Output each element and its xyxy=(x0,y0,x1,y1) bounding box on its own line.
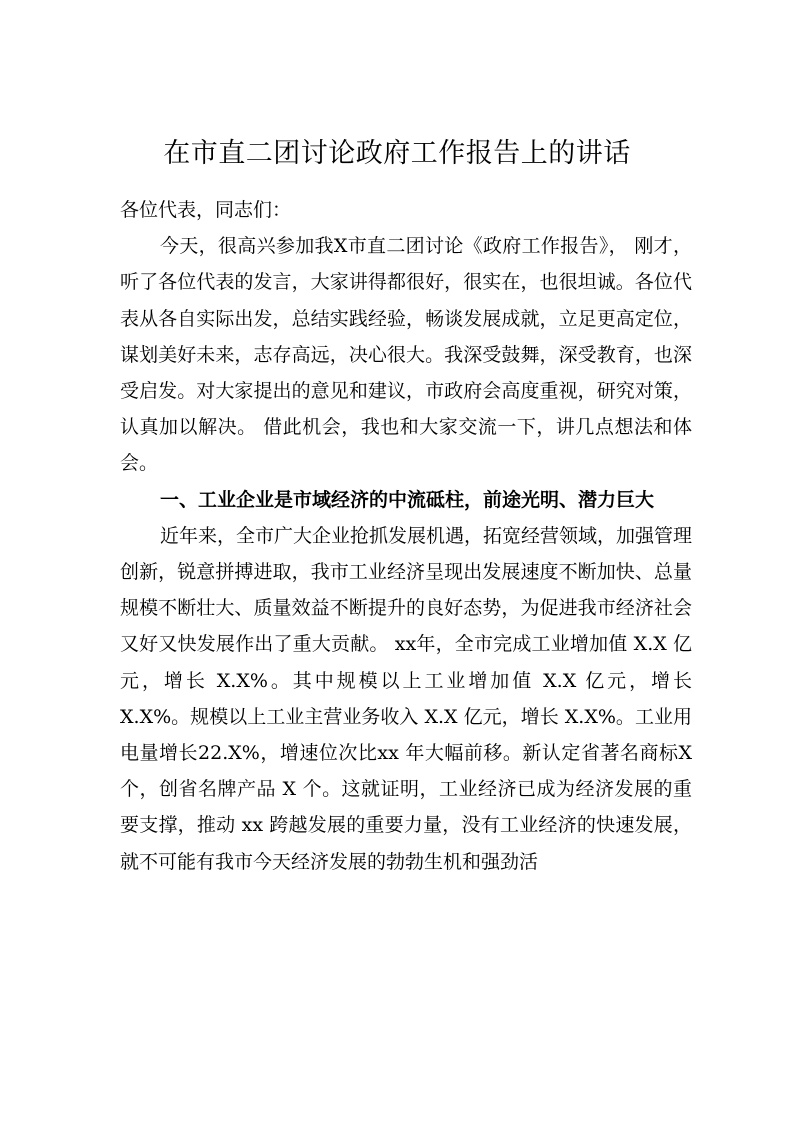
document-title: 在市直二团讨论政府工作报告上的讲话 xyxy=(163,138,631,169)
salutation: 各位代表，同志们： xyxy=(120,199,292,221)
section-heading-1: 一、工业企业是市域经济的中流砥柱，前途光明、潜力巨大 xyxy=(160,488,655,511)
paragraph-opening: 今天，很高兴参加我X市直二团讨论《政府工作报告》， 刚才，听了各位代表的发言，大家讲得都很好，很实在，也很坦诚。各位代表从各自实际出发，总结实践经验，畅谈发展成就，立足更高定位，谋划美好未来，志存高远，决心很大。我深受鼓舞，深受教育，也深受启发。对大家提出的意见和建议，市政府会高度重视，研究对策，认真加以解决。 借此机会，我也和大家交流一下，讲几点想法和体会。 xyxy=(120,235,692,475)
paragraph-industry: 近年来，全市广大企业抢抓发展机遇，拓宽经营领域，加强管理创新，锐意拼搏进取，我市工业经济呈现出发展速度不断加快、总量规模不断壮大、质量效益不断提升的良好态势，为促进我市经济社会又好又快发展作出了重大贡献。 xx年，全市完成工业增加值 X.X 亿元，增长 X.X%。其中规模以上工业增加值 X.X 亿元，增长 X.X%。规模以上工业主营业务收入 X.X 亿元，增长 X.X%。工业用电量增长22.X%，增速位次比xx 年大幅前移。新认定省著名商标X 个，创省名牌产品 X 个。这就证明，工业经济已成为经济发展的重要支撑，推动 xx 跨越发展的重要力量，没有工业经济的快速发展，就不可能有我市今天经济发展的勃勃生机和强劲活 xyxy=(120,524,693,873)
document-body xyxy=(120,192,692,880)
